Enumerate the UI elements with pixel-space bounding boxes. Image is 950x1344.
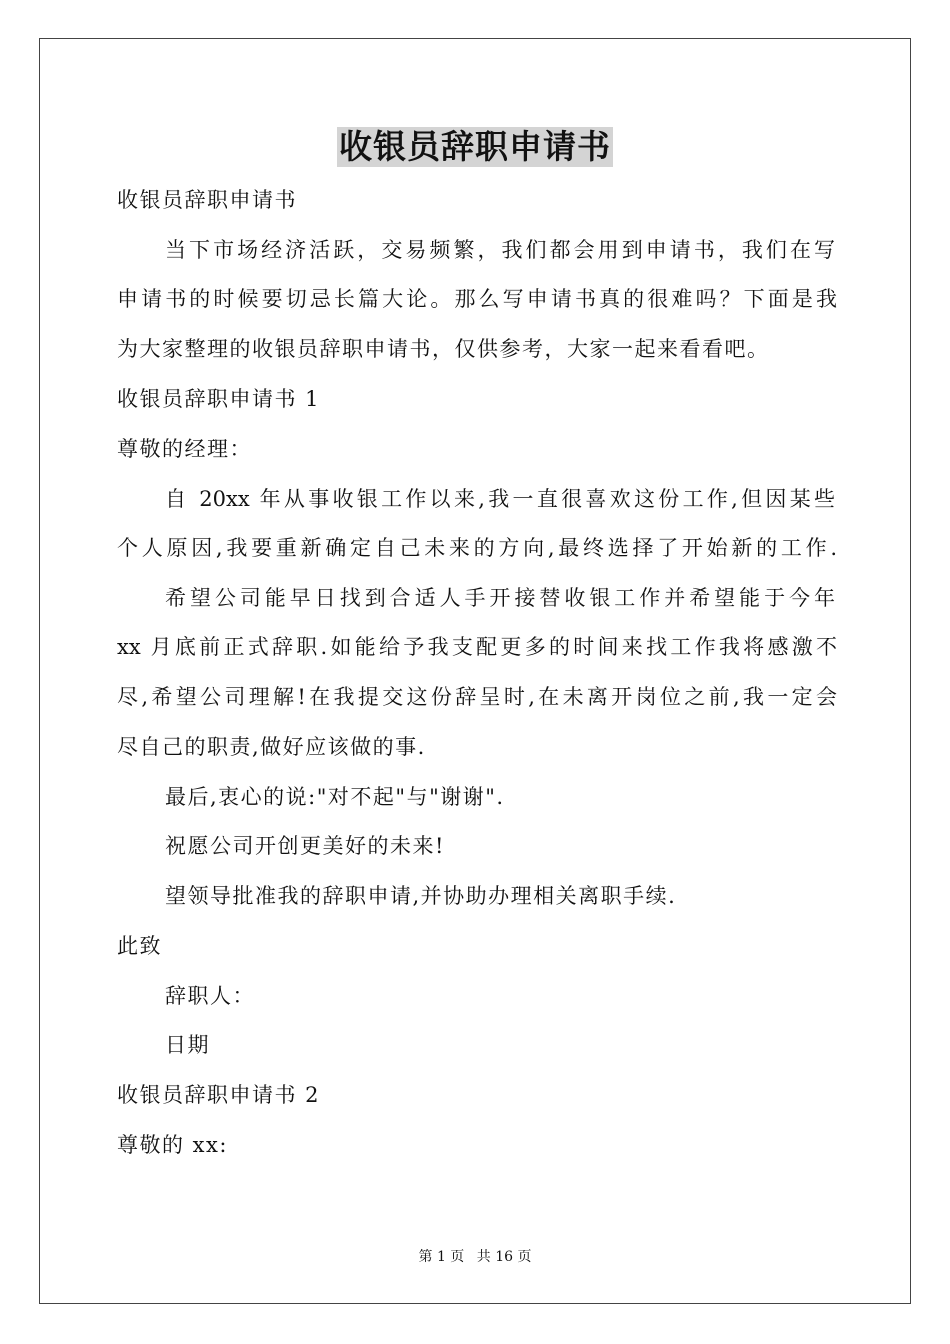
closing-line: 此致 <box>117 934 162 958</box>
intro-line-2: 申请书的时候要切忌长篇大论。那么写申请书真的很难吗？下面是我 <box>117 287 837 311</box>
body-line-8: 祝愿公司开创更美好的未来! <box>165 834 445 858</box>
salutation-2: 尊敬的 xx: <box>117 1133 228 1157</box>
body-line-7: 最后,衷心的说:"对不起"与"谢谢". <box>165 785 505 809</box>
body-line-1: 自 20xx 年从事收银工作以来,我一直很喜欢这份工作,但因某些 <box>165 487 835 511</box>
intro-line-1: 当下市场经济活跃，交易频繁，我们都会用到申请书，我们在写 <box>165 238 835 262</box>
body-line-2: 个人原因,我要重新确定自己未来的方向,最终选择了开始新的工作. <box>117 536 837 560</box>
signature-line: 辞职人： <box>165 984 255 1008</box>
body-line-3: 希望公司能早日找到合适人手开接替收银工作并希望能于今年 <box>165 586 835 610</box>
section-heading-2: 收银员辞职申请书 2 <box>117 1083 321 1107</box>
title-wrapper <box>0 127 950 167</box>
body-line-5: 尽,希望公司理解!在我提交这份辞呈时,在未离开岗位之前,我一定会 <box>117 685 837 709</box>
section-heading-1: 收银员辞职申请书 1 <box>117 387 321 411</box>
page-number: 第 1 页 <box>418 1249 465 1265</box>
body-line-6: 尽自己的职责,做好应该做的事. <box>117 735 426 759</box>
salutation-1: 尊敬的经理： <box>117 437 252 461</box>
page-total: 共 16 页 <box>476 1249 532 1265</box>
page-footer <box>0 1247 950 1267</box>
page-border <box>39 38 911 1304</box>
subtitle-line: 收银员辞职申请书 <box>117 188 297 212</box>
body-line-4: xx 月底前正式辞职.如能给予我支配更多的时间来找工作我将感激不 <box>117 635 837 659</box>
date-line: 日期 <box>165 1033 210 1057</box>
body-line-9: 望领导批准我的辞职申请,并协助办理相关离职手续. <box>165 884 677 908</box>
document-title: 收银员辞职申请书 <box>339 127 611 166</box>
intro-line-3: 为大家整理的收银员辞职申请书，仅供参考，大家一起来看看吧。 <box>117 337 770 361</box>
